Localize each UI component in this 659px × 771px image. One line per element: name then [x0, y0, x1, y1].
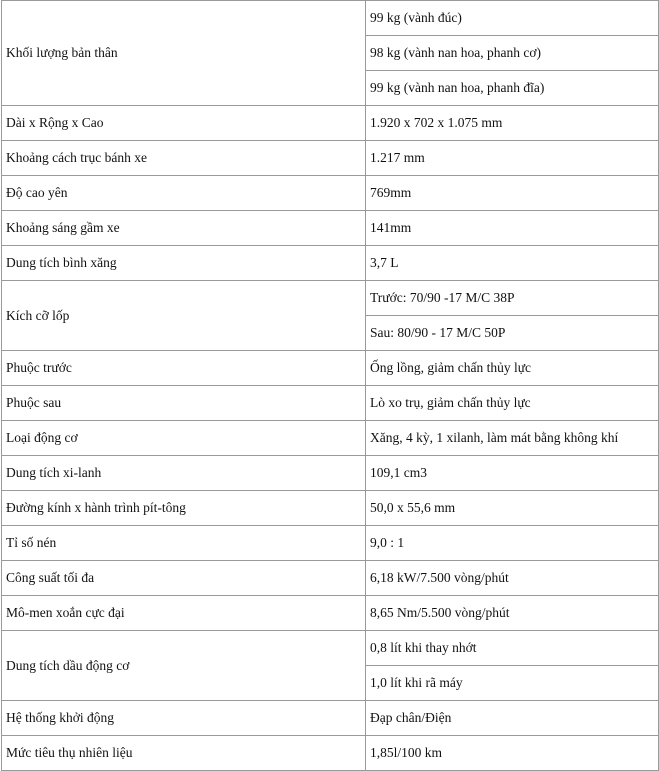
spec-value: 8,65 Nm/5.500 vòng/phút [366, 596, 659, 631]
spec-label: Dung tích dầu động cơ [2, 631, 366, 701]
table-row [2, 561, 659, 596]
spec-label: Đường kính x hành trình pít-tông [2, 491, 366, 526]
spec-value: 769mm [366, 176, 659, 211]
table-row [2, 351, 659, 386]
table-row [2, 246, 659, 281]
table-row [2, 631, 659, 666]
table-row [2, 526, 659, 561]
table-row [2, 456, 659, 491]
spec-value: Ống lồng, giảm chấn thủy lực [366, 351, 659, 386]
spec-value: 0,8 lít khi thay nhớt [366, 631, 659, 666]
spec-label: Kích cỡ lốp [2, 281, 366, 351]
spec-value: 109,1 cm3 [366, 456, 659, 491]
spec-value: 1.217 mm [366, 141, 659, 176]
table-row [2, 141, 659, 176]
spec-label: Khoảng sáng gầm xe [2, 211, 366, 246]
spec-value: Xăng, 4 kỳ, 1 xilanh, làm mát bằng không khí [366, 421, 659, 456]
spec-value: 50,0 x 55,6 mm [366, 491, 659, 526]
spec-value: 99 kg (vành đúc) [366, 1, 659, 36]
spec-label: Dung tích bình xăng [2, 246, 366, 281]
spec-table [1, 0, 659, 771]
spec-label: Mô-men xoắn cực đại [2, 596, 366, 631]
spec-label: Mức tiêu thụ nhiên liệu [2, 736, 366, 771]
spec-label: Loại động cơ [2, 421, 366, 456]
spec-label: Dung tích xi-lanh [2, 456, 366, 491]
spec-value: 141mm [366, 211, 659, 246]
spec-label: Độ cao yên [2, 176, 366, 211]
table-row [2, 491, 659, 526]
spec-value: Sau: 80/90 - 17 M/C 50P [366, 316, 659, 351]
spec-value: 1,85l/100 km [366, 736, 659, 771]
spec-label: Khoảng cách trục bánh xe [2, 141, 366, 176]
spec-label: Phuộc trước [2, 351, 366, 386]
table-row [2, 211, 659, 246]
table-row [2, 701, 659, 736]
table-row [2, 176, 659, 211]
spec-value: 98 kg (vành nan hoa, phanh cơ) [366, 36, 659, 71]
table-row [2, 736, 659, 771]
spec-label: Phuộc sau [2, 386, 366, 421]
spec-label: Dài x Rộng x Cao [2, 106, 366, 141]
spec-label: Tỉ số nén [2, 526, 366, 561]
spec-label: Hệ thống khởi động [2, 701, 366, 736]
table-row [2, 421, 659, 456]
spec-value: Trước: 70/90 -17 M/C 38P [366, 281, 659, 316]
spec-value: 9,0 : 1 [366, 526, 659, 561]
spec-value: 6,18 kW/7.500 vòng/phút [366, 561, 659, 596]
spec-value: Lò xo trụ, giảm chấn thủy lực [366, 386, 659, 421]
spec-value: 1.920 x 702 x 1.075 mm [366, 106, 659, 141]
table-row [2, 1, 659, 36]
spec-label: Khối lượng bản thân [2, 1, 366, 106]
table-row [2, 386, 659, 421]
spec-label: Công suất tối đa [2, 561, 366, 596]
table-row [2, 106, 659, 141]
spec-value: 99 kg (vành nan hoa, phanh đĩa) [366, 71, 659, 106]
table-row [2, 596, 659, 631]
spec-value: 1,0 lít khi rã máy [366, 666, 659, 701]
spec-value: Đạp chân/Điện [366, 701, 659, 736]
table-row [2, 281, 659, 316]
spec-value: 3,7 L [366, 246, 659, 281]
